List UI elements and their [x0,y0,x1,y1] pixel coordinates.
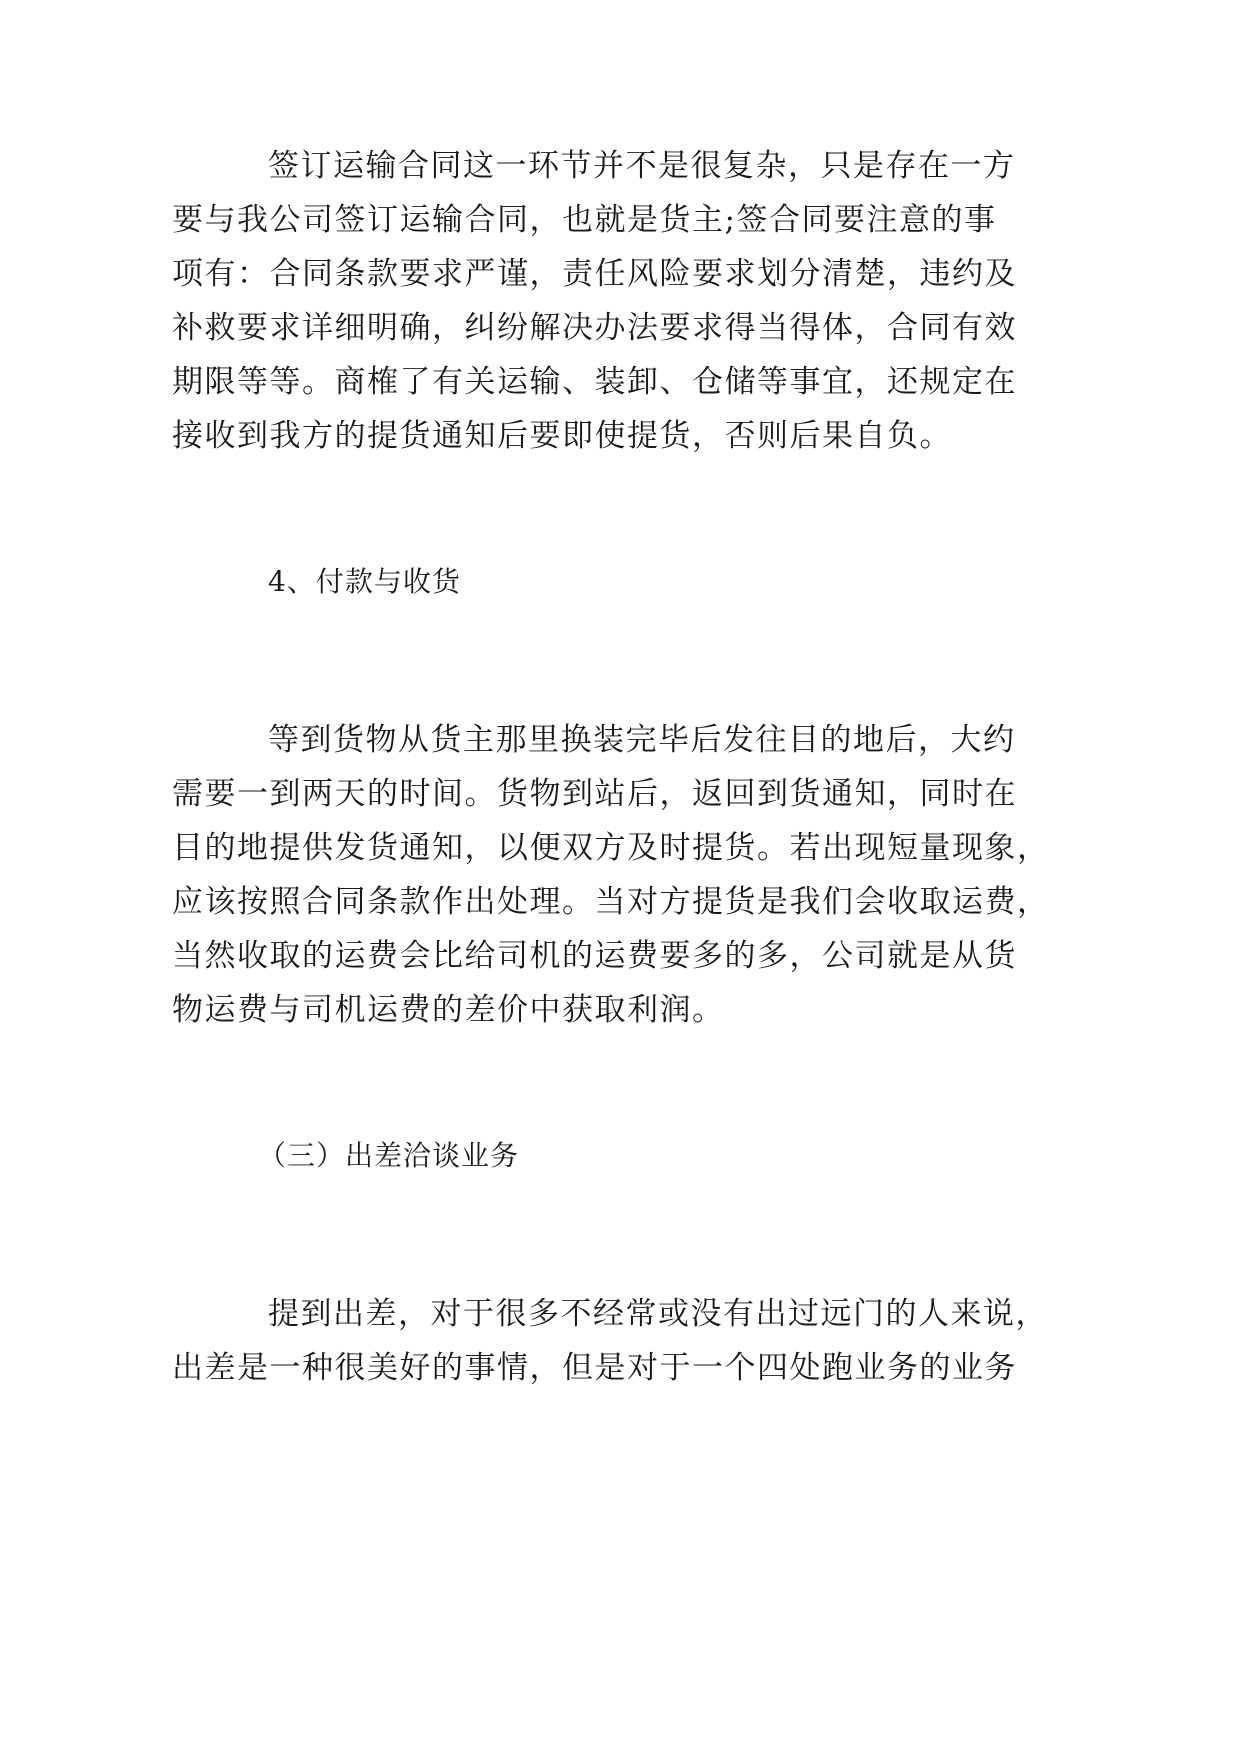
paragraph-2-line-6: 物运费与司机运费的差价中获取利润。 [172,992,725,1028]
paragraph-3-line-1: 提到出差，对于很多不经常或没有出过远门的人来说， [268,1296,1048,1332]
paragraph-2-line-5: 当然收取的运费会比给司机的运费要多的多，公司就是从货 [172,938,1017,974]
paragraph-1-line-1: 签订运输合同这一环节并不是很复杂，只是存在一方 [268,148,1016,184]
paragraph-1-line-6: 接收到我方的提货通知后要即使提货，否则后果自负。 [172,418,952,454]
paragraph-1-line-5: 期限等等。商榷了有关运输、装卸、仓储等事宜，还规定在 [172,364,1017,400]
paragraph-3-line-2: 出差是一种很美好的事情，但是对于一个四处跑业务的业务 [172,1350,1017,1386]
paragraph-1-line-4: 补救要求详细明确，纠纷解决办法要求得当得体，合同有效 [172,310,1017,346]
paragraph-1-line-2: 要与我公司签订运输合同，也就是货主;签合同要注意的事 [172,202,997,238]
paragraph-2-line-1: 等到货物从货主那里换装完毕后发往目的地后，大约 [268,722,1016,758]
paragraph-1-line-3: 项有：合同条款要求严谨，责任风险要求划分清楚，违约及 [172,256,1017,292]
section-heading-payment: 4、付款与收货 [268,565,461,598]
paragraph-2-line-4: 应该按照合同条款作出处理。当对方提货是我们会收取运费， [172,884,1050,920]
section-heading-business-trip: （三）出差洽谈业务 [258,1139,520,1172]
paragraph-2-line-2: 需要一到两天的时间。货物到站后，返回到货通知，同时在 [172,776,1017,812]
paragraph-2-line-3: 目的地提供发货通知，以便双方及时提货。若出现短量现象， [172,830,1050,866]
